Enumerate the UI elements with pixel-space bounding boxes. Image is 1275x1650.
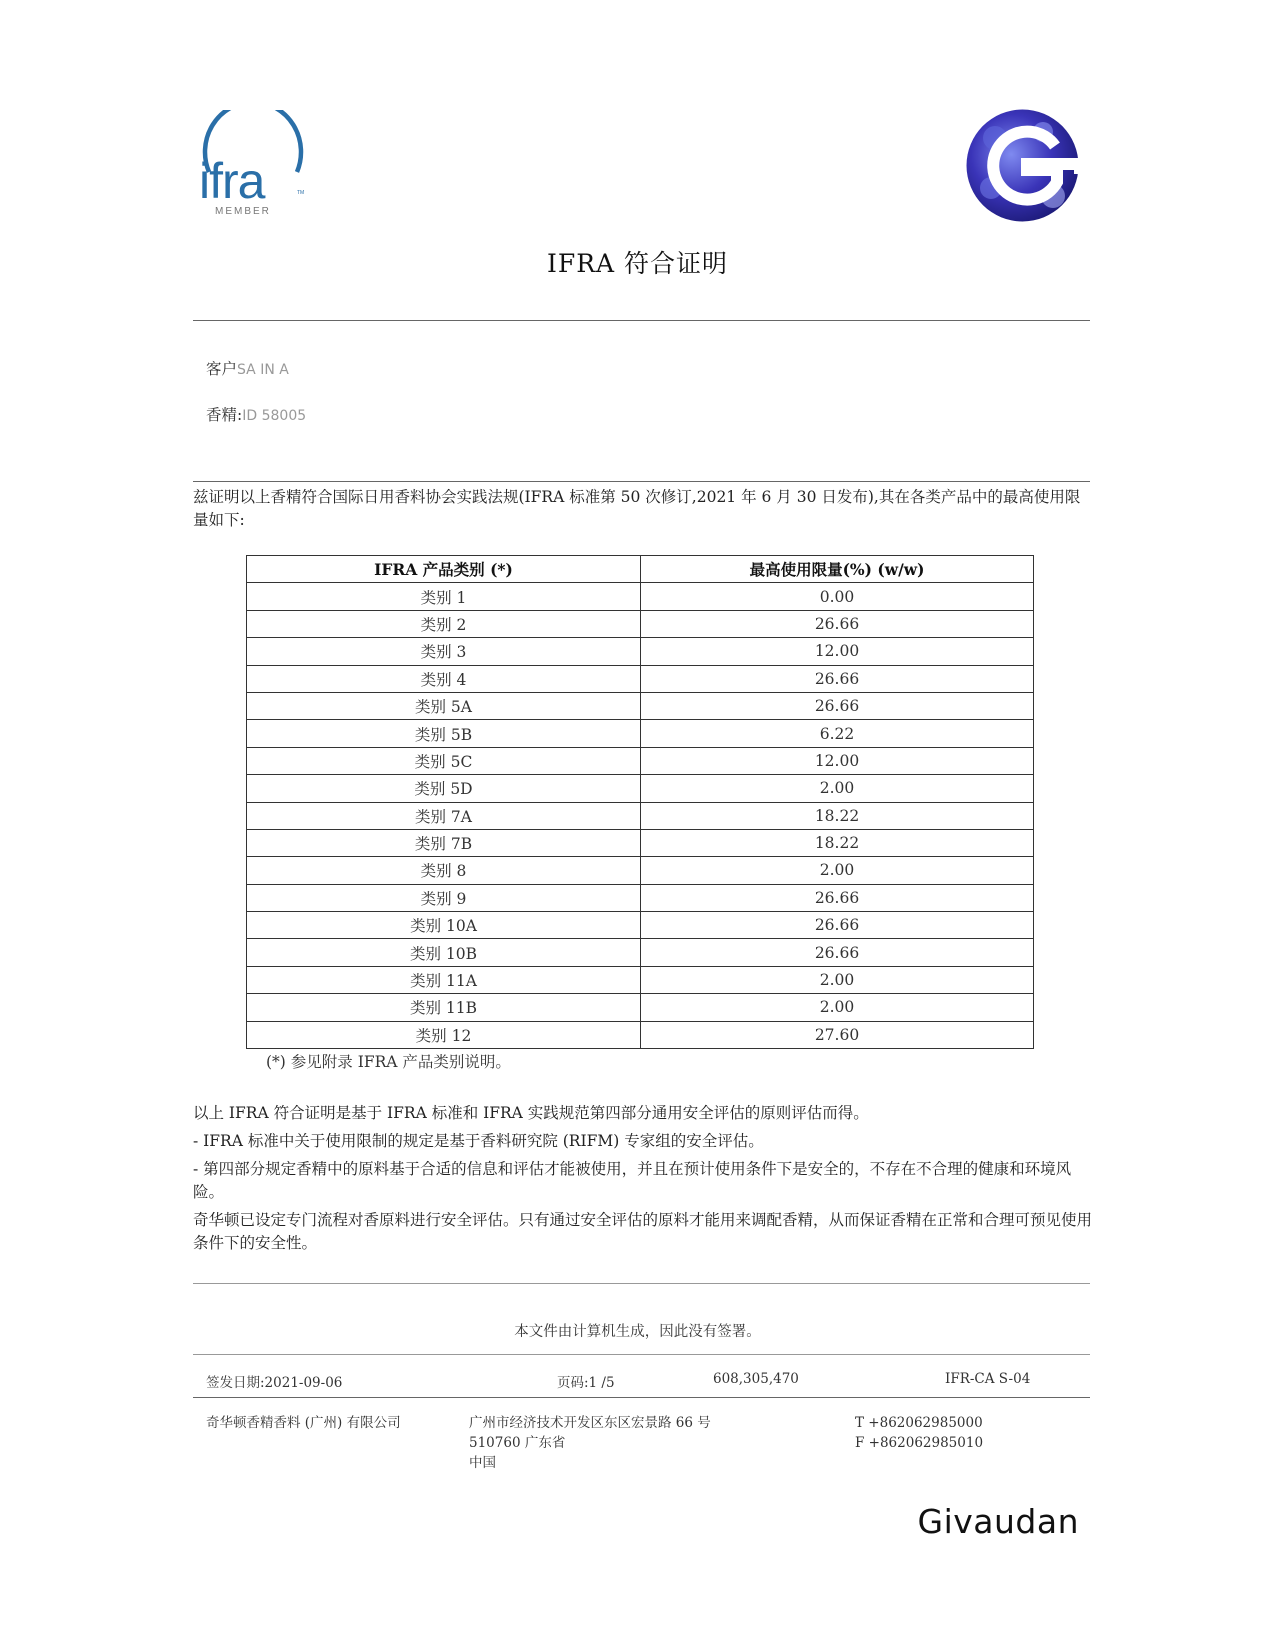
limit-cell: 18.22: [641, 829, 1034, 856]
category-cell: 类别 7A: [247, 802, 641, 829]
category-cell: 类别 11B: [247, 994, 641, 1021]
info-divider: [193, 481, 1090, 482]
table-row: [247, 1021, 1034, 1048]
header-divider: [193, 320, 1090, 321]
basis-paragraph: 以上 IFRA 符合证明是基于 IFRA 标准和 IFRA 实践规范第四部分通用安全评估的原则评估而得。: [193, 1104, 869, 1122]
table-header-row: [247, 556, 1034, 583]
table-row: [247, 720, 1034, 747]
table-row: [247, 802, 1034, 829]
limit-cell: 26.66: [641, 665, 1034, 692]
category-cell: 类别 10A: [247, 912, 641, 939]
limit-cell: 12.00: [641, 747, 1034, 774]
certification-statement: 兹证明以上香精符合国际日用香料协会实践法规(IFRA 标准第 50 次修订,2021 年 6 月 30 日发布),其在各类产品中的最高使用限量如下:: [193, 488, 1081, 529]
company-name: 奇华顿香精香料 (广州) 有限公司: [206, 1415, 401, 1431]
limit-cell: 0.00: [641, 583, 1034, 610]
address-line: 中国: [469, 1455, 496, 1471]
table-row: [247, 665, 1034, 692]
category-column-header: IFRA 产品类别 (*): [247, 556, 641, 583]
table-row: [247, 638, 1034, 665]
footer-top-divider: [193, 1283, 1090, 1284]
table-row: [247, 994, 1034, 1021]
category-cell: 类别 7B: [247, 829, 641, 856]
document-title: IFRA 符合证明: [546, 249, 729, 278]
limit-cell: 2.00: [641, 775, 1034, 802]
category-cell: 类别 11A: [247, 966, 641, 993]
category-cell: 类别 2: [247, 610, 641, 637]
category-cell: 类别 5B: [247, 720, 641, 747]
page-number: 页码:1 /5: [557, 1375, 615, 1391]
issue-date: 签发日期:2021-09-06: [206, 1375, 343, 1391]
limit-cell: 26.66: [641, 692, 1034, 719]
table-row: [247, 912, 1034, 939]
table-row: [247, 939, 1034, 966]
limit-cell: 27.60: [641, 1021, 1034, 1048]
category-cell: 类别 9: [247, 884, 641, 911]
address-line: 510760 广东省: [469, 1435, 566, 1451]
category-cell: 类别 12: [247, 1021, 641, 1048]
customer-value: SA IN A: [237, 362, 289, 378]
fax-number: F +862062985010: [855, 1435, 984, 1451]
customer-label: 客户: [206, 360, 238, 378]
limit-cell: 26.66: [641, 912, 1034, 939]
table-row: [247, 747, 1034, 774]
limit-cell: 2.00: [641, 857, 1034, 884]
fragrance-label: 香精: [206, 406, 238, 424]
ifra-logo-text: ifra: [199, 153, 265, 209]
category-cell: 类别 5C: [247, 747, 641, 774]
footer-meta-divider-bottom: [193, 1397, 1090, 1398]
givaudan-process-paragraph: 奇华顿已设定专门流程对香原料进行安全评估。只有通过安全评估的原料才能用来调配香精，从而保证香精在正常和合理可预见使用条件下的安全性。: [193, 1211, 1093, 1252]
category-cell: 类别 5A: [247, 692, 641, 719]
givaudan-g-icon: [965, 108, 1080, 223]
contact-numbers: [855, 1413, 983, 1453]
address-line: 广州市经济技术开发区东区宏景路 66 号: [469, 1415, 711, 1431]
phone-number: T +862062985000: [855, 1415, 983, 1431]
part-four-paragraph: - 第四部分规定香精中的原料基于合适的信息和评估才能被使用，并且在预计使用条件下是安全的，不存在不合理的健康和环境风险。: [193, 1160, 1072, 1201]
category-cell: 类别 10B: [247, 939, 641, 966]
table-row: [247, 692, 1034, 719]
category-cell: 类别 8: [247, 857, 641, 884]
limit-cell: 26.66: [641, 610, 1034, 637]
footer-meta-divider-top: [193, 1354, 1090, 1355]
table-row: [247, 583, 1034, 610]
limit-cell: 26.66: [641, 939, 1034, 966]
limit-cell: 18.22: [641, 802, 1034, 829]
table-row: [247, 610, 1034, 637]
givaudan-wordmark: Givaudan: [917, 1502, 1079, 1541]
limit-cell: 6.22: [641, 720, 1034, 747]
category-cell: 类别 5D: [247, 775, 641, 802]
table-row: [247, 775, 1034, 802]
rifm-paragraph: - IFRA 标准中关于使用限制的规定是基于香料研究院 (RIFM) 专家组的安全评估。: [193, 1132, 764, 1150]
limit-cell: 2.00: [641, 966, 1034, 993]
limit-cell: 26.66: [641, 884, 1034, 911]
table-row: [247, 829, 1034, 856]
category-cell: 类别 1: [247, 583, 641, 610]
table-row: [247, 884, 1034, 911]
ifra-logo-tm: TM: [297, 190, 305, 196]
table-row: [247, 966, 1034, 993]
fragrance-field: 香精:ID 58005: [206, 406, 307, 424]
customer-field: [206, 357, 289, 379]
document-number: 608,305,470: [713, 1371, 799, 1387]
company-address: [469, 1413, 711, 1473]
limit-column-header: 最高使用限量(%) (w/w): [641, 556, 1034, 583]
ifra-logo-member: MEMBER: [215, 206, 271, 217]
table-footnote: (*) 参见附录 IFRA 产品类别说明。: [266, 1053, 511, 1071]
category-cell: 类别 3: [247, 638, 641, 665]
computer-generated-note: 本文件由计算机生成，因此没有签署。: [514, 1324, 761, 1340]
usage-limits-table: [246, 555, 1034, 1049]
table-row: [247, 857, 1034, 884]
ifra-member-logo: [195, 110, 315, 220]
limit-cell: 12.00: [641, 638, 1034, 665]
limit-cell: 2.00: [641, 994, 1034, 1021]
fragrance-value: ID 58005: [242, 408, 307, 424]
form-code: IFR-CA S-04: [945, 1371, 1031, 1387]
category-cell: 类别 4: [247, 665, 641, 692]
